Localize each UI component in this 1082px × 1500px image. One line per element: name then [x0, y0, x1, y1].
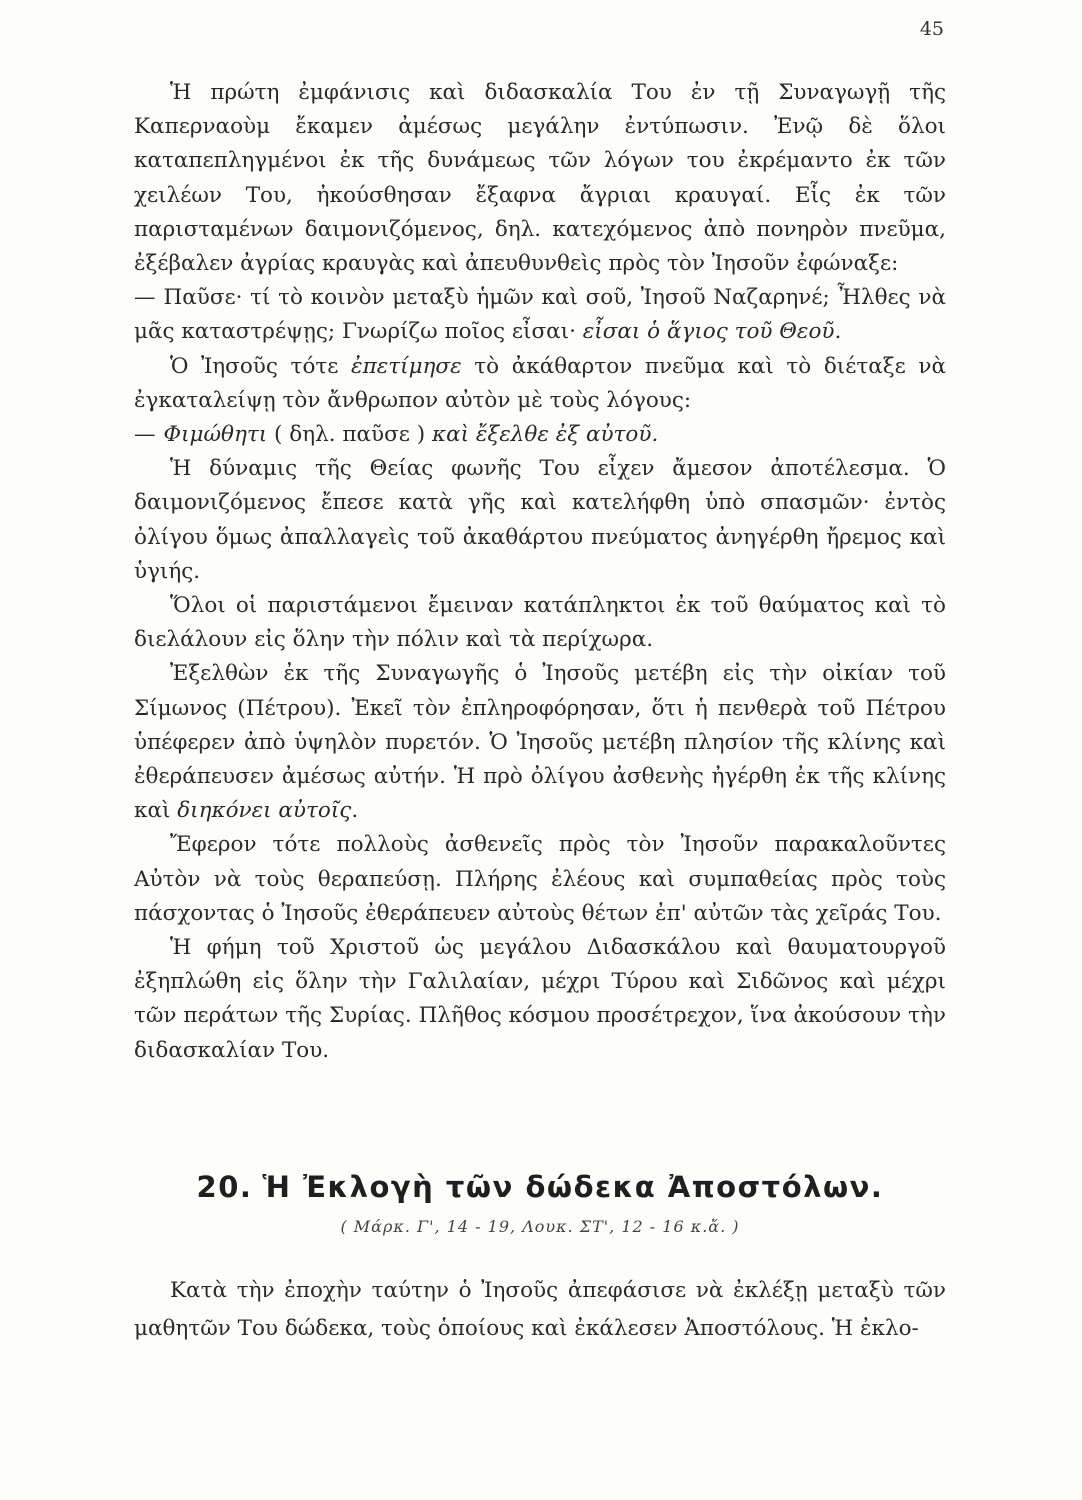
italic-phrase: εἶσαι ὁ ἅγιος τοῦ Θεοῦ. — [575, 319, 842, 345]
paragraph-jesus-rebuke — [134, 350, 946, 418]
paragraph-healing-sick — [134, 828, 946, 931]
italic-command-1: Φιμώθητι — [163, 422, 268, 448]
section-title: Ἡ Ἐκλογὴ τῶν δώδεκα Ἀποστόλων. — [262, 1170, 884, 1204]
paragraph-synagogue-appearance — [134, 76, 946, 281]
paragraph-text-before: Ἐξελθὼν ἐκ τῆς Συναγωγῆς ὁ Ἰησοῦς μετέβη εἰς τὴν οἰκίαν τοῦ Σίμωνος (Πέτρου). Ἐκεῖ τὸν ἐπληροφόρησαν, ὅτι ἡ πενθερὰ τοῦ Πέτρου ὑπέφερεν ἀπὸ ὑψηλὸν πυρετόν. Ὁ Ἰησοῦς μετέβη πλησίον τῆς κλίνης καὶ ἐθεράπευσεν ἀμέσως αὐτήν. Ἡ πρὸ ὀλίγου ἀσθενὴς ἠγέρθη ἐκ τῆς κλίνης καὶ — [134, 661, 946, 824]
paragraph-text: Ἡ δύναμις τῆς Θείας φωνῆς Του εἶχεν ἄμεσον ἀποτέλεσμα. Ὁ δαιμονιζόμενος ἔπεσε κατὰ γῆς καὶ κατελήφθη ὑπὸ σπασμῶν· ἐντὸς ὀλίγου ὅμως ἀπαλλαγεὶς τοῦ ἀκαθάρτου πνεύματος ἀνηγέρθη ἤρεμος καὶ ὑγιής. — [134, 456, 946, 584]
page-number: 45 — [919, 18, 944, 40]
italic-word: ἐπετίμησε — [351, 353, 462, 379]
section-heading — [134, 1170, 946, 1204]
dialog-dash: — — [134, 285, 156, 311]
section-body-text — [134, 1272, 946, 1348]
paragraph-text: Ἡ φήμη τοῦ Χριστοῦ ὡς μεγάλου Διδασκάλου καὶ θαυματουργοῦ ἐξηπλώθη εἰς ὅλην τὴν Γαλιλαίαν, μέχρι Τύρου καὶ Σιδῶνος καὶ μέχρι τῶν περάτων τῆς Συρίας. Πλῆθος κόσμου προσέτρεχον, ἵνα ἀκούσουν τὴν διδασκαλίαν Του. — [134, 935, 946, 1063]
paragraph-divine-power — [134, 452, 946, 589]
paragraph-astonishment — [134, 589, 946, 657]
paragraph-text-after: . — [351, 798, 359, 824]
paragraph-text: Ὅλοι οἱ παριστάμενοι ἔμειναν κατάπληκτοι ἐκ τοῦ θαύματος καὶ τὸ διελάλουν εἰς ὅλην τὴν πόλιν καὶ τὰ περίχωρα. — [134, 593, 946, 653]
paragraph-apostle-selection — [134, 1272, 946, 1348]
italic-phrase: διηκόνει αὐτοῖς — [177, 798, 352, 824]
main-body-text — [134, 76, 946, 1068]
paragraph-text-after: τὸ ἀκάθαρτον πνεῦμα καὶ τὸ διέταξε νὰ ἐγκαταλείψῃ τὸν ἄνθρωπον αὐτὸν μὲ τοὺς λόγους: — [134, 353, 946, 413]
paragraph-text: Παῦσε· τί τὸ κοινὸν μεταξὺ ἡμῶν καὶ σοῦ, Ἰησοῦ Ναζαρηνέ; Ἦλθες νὰ μᾶς καταστρέψῃς; Γνωρίζω ποῖος εἶσαι· — [134, 285, 946, 345]
paragraph-peters-mother-in-law — [134, 657, 946, 828]
section-number: 20. — [196, 1170, 253, 1204]
paragraph-text: Ἔφερον τότε πολλοὺς ἀσθενεῖς πρὸς τὸν Ἰησοῦν παρακαλοῦντες Αὐτὸν νὰ τοὺς θεραπεύσῃ. Πλήρης ἐλέους καὶ συμπαθείας πρὸς τοὺς πάσχοντας ὁ Ἰησοῦς ἐθεράπευεν αὐτοὺς θέτων ἐπ' αὐτῶν τὰς χεῖράς Του. — [134, 832, 946, 926]
section-scripture-reference: ( Μάρκ. Γ', 14 - 19, Λουκ. ΣΤ', 12 - 16 κ.ἄ. ) — [340, 1217, 740, 1236]
paragraph-fame-spread — [134, 931, 946, 1068]
paragraph-demon-speech — [134, 281, 946, 349]
italic-command-2: καὶ ἔξελθε ἐξ αὐτοῦ. — [432, 422, 659, 448]
paragraph-text-middle: ( δηλ. παῦσε ) — [267, 422, 432, 448]
paragraph-text-before: Ὁ Ἰησοῦς τότε — [170, 353, 352, 379]
dialog-dash: — — [134, 422, 156, 448]
paragraph-text: Ἡ πρώτη ἐμφάνισις καὶ διδασκαλία Του ἐν τῇ Συναγωγῇ τῆς Καπερναοὺμ ἔκαμεν ἀμέσως μεγάλην ἐντύπωσιν. Ἐνῷ δὲ ὅλοι καταπεπληγμένοι ἐκ τῆς δυνάμεως τῶν λόγων του ἐκρέμαντο ἐκ τῶν χειλέων Του, ἠκούσθησαν ἔξαφνα ἄγριαι κραυγαί. Εἷς ἐκ τῶν παρισταμένων δαιμονιζόμενος, δηλ. κατεχόμενος ἀπὸ πονηρὸν πνεῦμα, ἐξέβαλεν ἀγρίας κραυγὰς καὶ ἀπευθυνθεὶς πρὸς τὸν Ἰησοῦν ἐφώναξε: — [134, 80, 946, 277]
paragraph-text: Κατὰ τὴν ἐποχὴν ταύτην ὁ Ἰησοῦς ἀπεφάσισε νὰ ἐκλέξῃ μεταξὺ τῶν μαθητῶν Του δώδεκα, τοὺς ὁποίους καὶ ἐκάλεσεν Ἀποστόλους. Ἡ ἐκλο- — [134, 1278, 946, 1341]
paragraph-jesus-command — [134, 418, 946, 452]
